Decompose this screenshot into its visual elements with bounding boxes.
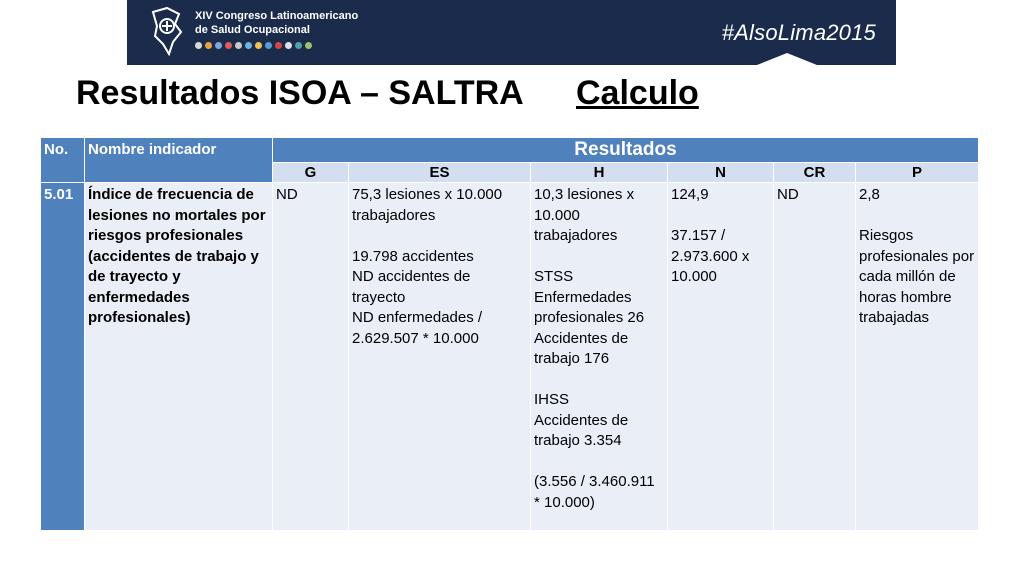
slide-title: Resultados ISOA – SALTRA xyxy=(76,74,524,112)
congress-logo-icon xyxy=(145,6,189,56)
flag-dot xyxy=(245,42,252,49)
flag-dot xyxy=(285,42,292,49)
flag-dot xyxy=(235,42,242,49)
result-p: 2,8 Riesgos profesionales por cada millón de horas hombre trabajadas xyxy=(856,183,979,531)
results-header: Resultados xyxy=(273,138,979,163)
congress-name-line1: XIV Congreso Latinoamericano xyxy=(195,10,359,22)
flag-dot xyxy=(195,42,202,49)
result-g: ND xyxy=(273,183,349,531)
col-header-no: No. xyxy=(41,138,85,183)
country-header-es: ES xyxy=(349,163,531,183)
header-banner xyxy=(127,0,896,65)
country-header-n: N xyxy=(668,163,774,183)
country-header-p: P xyxy=(856,163,979,183)
event-hashtag: #AlsoLima2015 xyxy=(721,20,876,45)
result-es: 75,3 lesiones x 10.000 trabajadores 19.798 accidentes ND accidentes de trayecto ND enfermedades / 2.629.507 * 10.000 xyxy=(349,183,531,531)
result-cr: ND xyxy=(774,183,856,531)
flag-dot xyxy=(215,42,222,49)
country-header-g: G xyxy=(273,163,349,183)
congress-name-line2: de Salud Ocupacional xyxy=(195,24,310,36)
indicator-name: Índice de frecuencia de lesiones no mortales por riesgos profesionales (accidentes de trabajo y de trayecto y enfermedades profesionales) xyxy=(85,183,273,531)
results-table xyxy=(40,137,979,531)
flag-dot xyxy=(305,42,312,49)
result-n: 124,9 37.157 / 2.973.600 x 10.000 xyxy=(668,183,774,531)
slide-subtitle: Calculo xyxy=(576,74,699,112)
indicator-number: 5.01 xyxy=(41,183,85,531)
flag-dot xyxy=(205,42,212,49)
country-header-cr: CR xyxy=(774,163,856,183)
flag-dot xyxy=(225,42,232,49)
col-header-name: Nombre indicador xyxy=(85,138,273,183)
flag-dot xyxy=(265,42,272,49)
flag-dot xyxy=(275,42,282,49)
table-row xyxy=(41,183,979,531)
country-header-h: H xyxy=(531,163,668,183)
flag-dots xyxy=(195,42,312,49)
flag-dot xyxy=(255,42,262,49)
banner-notch xyxy=(757,53,817,65)
result-h: 10,3 lesiones x 10.000 trabajadores STSS Enfermedades profesionales 26 Accidentes de trabajo 176 IHSS Accidentes de trabajo 3.354 (3.556 / 3.460.911 * 10.000) xyxy=(531,183,668,531)
flag-dot xyxy=(295,42,302,49)
